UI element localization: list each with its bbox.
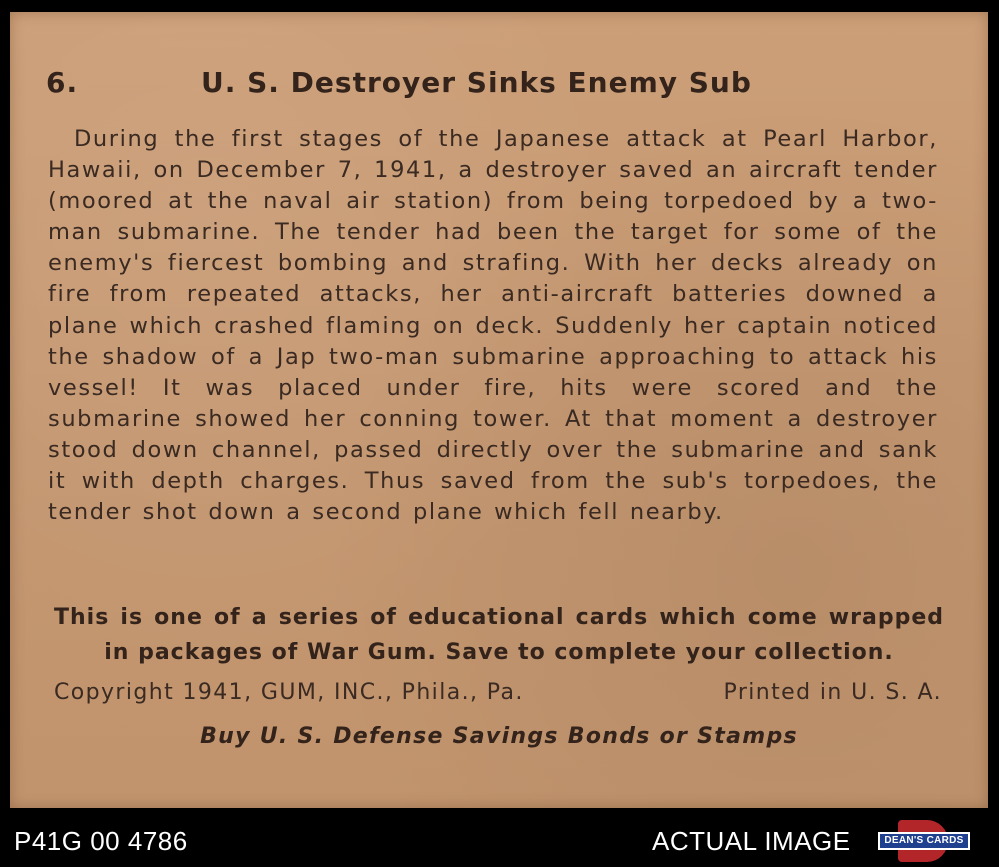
card-number: 6.: [46, 66, 79, 99]
printed-in-notice: Printed in U. S. A.: [723, 680, 942, 705]
logo-banner: DEAN'S CARDS: [878, 832, 970, 850]
deans-cards-logo: [878, 820, 970, 862]
trading-card-back: [10, 12, 988, 808]
series-note: [54, 600, 944, 670]
defense-bonds-slogan: Buy U. S. Defense Savings Bonds or Stamps: [200, 724, 798, 749]
card-story-text: During the first stages of the Japanese attack at Pearl Harbor, Hawaii, on December 7, 1941, a destroyer saved an aircraft tender (moored at the naval air station) from being torpedoed by a two-man submarine. The tender had been the target for some of the enemy's fiercest bombing and strafing. With her decks already on fire from repeated attacks, her anti-aircraft batteries downed a plane which crashed flaming on deck. Suddenly her captain noticed the shadow of a Jap two-man submarine approaching to attack his vessel! It was placed under fire, hits were scored and the submarine showed her conning tower. At that moment a destroyer stood down channel, passed directly over the submarine and sank it with depth charges. Thus saved from the sub's torpedoes, the tender shot down a second plane which fell nearby.: [48, 126, 938, 526]
certificate-id: P41G 00 4786: [14, 826, 188, 856]
grading-label-bar: [0, 808, 999, 867]
card-title: U. S. Destroyer Sinks Enemy Sub: [201, 66, 752, 99]
actual-image-label: ACTUAL IMAGE: [652, 826, 851, 856]
series-note-line-2: in packages of War Gum. Save to complete your collection.: [104, 640, 894, 665]
copyright-notice: Copyright 1941, GUM, INC., Phila., Pa.: [54, 680, 524, 705]
card-header: [46, 66, 952, 110]
card-footer-row: [54, 680, 942, 712]
series-note-line-1: This is one of a series of educational cards which come wrapped: [54, 605, 944, 630]
